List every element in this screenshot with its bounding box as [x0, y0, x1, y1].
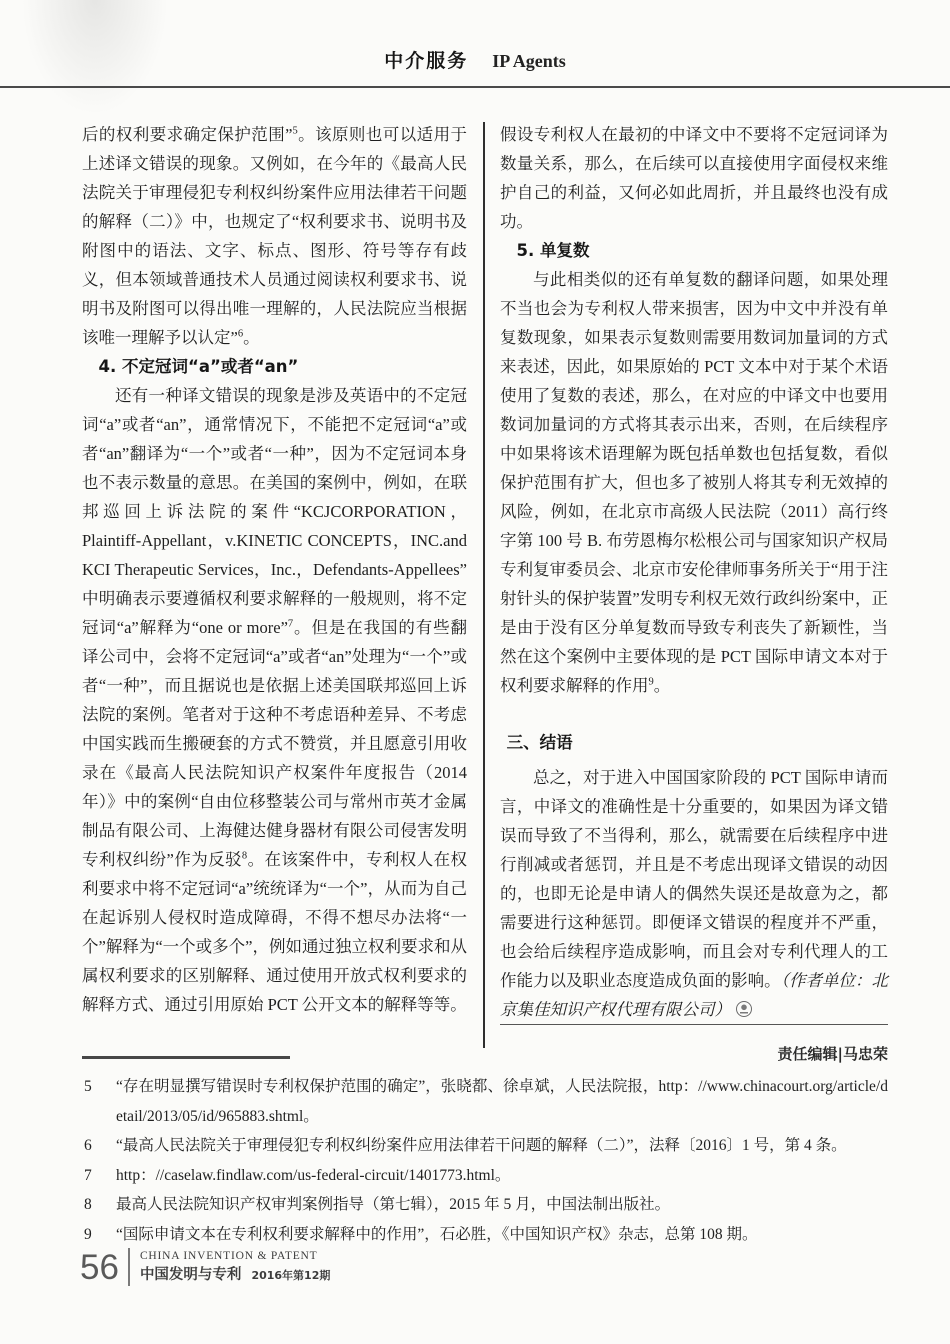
footnote-item [82, 1131, 888, 1161]
section-title-en: IP Agents [492, 51, 566, 71]
paragraph: 总之，对于进入中国国家阶段的 PCT 国际申请而言，中译文的准确性是十分重要的，如果因为译文错误而导致了不当得利，那么，就需要在后续程序中进行削减或者惩罚，并且是不考虑出现译文错误的动因的，也即无论是申请人的偶然失误还是故意为之，都需要进行这种惩罚。即便译文错误的程度并不严重，也会给后续程序造成影响，而且会对专利代理人的工作能力以及职业态度造成负面的影响。（作者单位：北京集佳知识产权代理有限公司） [500, 768, 889, 1019]
footnote-text: 最高人民法院知识产权审判案例指导（第七辑），2015 年 5 月，中国法制出版社。 [116, 1196, 671, 1213]
footnote-number: 9 [84, 1225, 92, 1243]
issue-label: 2016年第12期 [251, 1269, 331, 1282]
paragraph: 后的权利要求确定保护范围”$^5$。该原则也可以适用于上述译文错误的现象。又例如，在今年的《最高人民法院关于审理侵犯专利权纠纷案件应用法律若干问题的解释（二）》中，也规定了“权利要求书、说明书及附图中的语法、文字、标点、图形、符号等存有歧义，但本领域普通技术人员通过阅读权利要求书、说明书及附图可以得出唯一理解的，人民法院应当根据该唯一理解予以认定”$^6$。 [82, 125, 468, 347]
header-rule [0, 86, 950, 88]
paragraph: 与此相类似的还有单复数的翻译问题，如果处理不当也会为专利权人带来损害，因为中文中并没有单复数现象，如果表示复数则需要用数词加量词的方式来表述，因此，如果原始的 PCT 文本中对于某个术语使用了复数的表述，那么，在对应的中译文中也要用数词加量词的方式将其表示出来，否则，在后续程序中如果将该术语理解为既包括单数也包括复数，看似保护范围有扩大，但也多了被别人将其专利无效掉的风险，例如，在北京市高级人民法院（2011）高行终字第 100 号 B. 布劳恩梅尔松根公司与国家知识产权局专利复审委员会、北京市安伦律师事务所关于“用于注射针头的保护装置”发明专利权无效行政纠纷案中，正是由于没有区分单复数而导致专利丧失了新颖性，当然在这个案例中主要体现的是 PCT 国际申请文本对于权利要求解释的作用$^9$。 [500, 270, 888, 695]
end-mark-icon [736, 1001, 752, 1017]
footnote-number: 7 [84, 1166, 92, 1184]
page-footer [80, 1248, 330, 1286]
journal-info [140, 1250, 330, 1284]
journal-name-en: CHINA INVENTION & PATENT [139, 1250, 318, 1262]
footnote-text: “存在明显撰写错误时专利权保护范围的确定”，张晓都、徐卓斌，人民法院报，http：//www.chinacourt.org/article/detail/2013/05/id/965883.shtml。 [116, 1078, 888, 1125]
footnote-text: “国际申请文本在专利权利要求解释中的作用”，石必胜，《中国知识产权》杂志，总第 108 期。 [116, 1225, 758, 1243]
editor-credit: 责任编辑|马忠荣 [500, 1024, 888, 1069]
footnote-item [82, 1072, 888, 1131]
footer-divider-bar [128, 1248, 130, 1286]
footnote-number: 5 [84, 1078, 92, 1095]
article-body [82, 120, 889, 1063]
journal-name-zh: 中国发明与专利 [139, 1267, 242, 1283]
column-divider [483, 122, 485, 1048]
heading: 4. 不定冠词“a”或者“an” [98, 357, 299, 376]
footnote-item [82, 1190, 888, 1220]
footnotes-section [82, 1056, 888, 1249]
footnote-item [82, 1161, 888, 1191]
paragraph: 还有一种译文错误的现象是涉及英语中的不定冠词“a”或者“an”，通常情况下，不能把不定冠词“a”或者“an”翻译为“一个”或者“一种”，因为不定冠词本身也不表示数量的意思。在美国的案例中，例如，在联邦巡回上诉法院的案件“KCJCORPORATION，Plaintiff-Appellant，v.KINETIC CONCEPTS，INC.and KCI Therapeutic Services，Inc.，Defendants-Appellees”中明确表示要遵循权利要求解释的一般规则，将不定冠词“a”解释为“one or more”$^7$。但是在我国的有些翻译公司中，会将不定冠词“a”或者“an”处理为“一个”或者“一种”，而且据说也是依据上述美国联邦巡回上诉法院的案例。笔者对于这种不考虑语种差异、不考虑中国实践而生搬硬套的方式不赞赏，并且愿意引用收录在《最高人民法院知识产权案件年度报告（2014年）》中的案例“自由位移整装公司与常州市英才金属制品有限公司、上海健达健身器材有限公司侵害发明专利权纠纷”作为反驳$^8$。在该案件中，专利权人在权利要求中将不定冠词“a”统统译为“一个”，从而为自己在起诉别人侵权时造成障碍，不得不想尽办法将“一个”解释为“一个或多个”，例如通过独立权利要求和从属权利要求的区别解释、通过使用开放式权利要求的解释方式、通过引用原始 PCT 公开文本的解释等等。 [82, 386, 468, 1014]
footnote-item [82, 1220, 888, 1250]
footnotes-list [82, 1072, 888, 1249]
section-heading: 三、结语 [506, 733, 573, 752]
footnote-number: 6 [84, 1137, 92, 1154]
footnote-separator [82, 1056, 290, 1059]
left-column [82, 120, 467, 1052]
page-number: 56 [80, 1247, 119, 1287]
right-column [500, 120, 889, 1063]
footnote-text: “最高人民法院关于审理侵犯专利权纠纷案件应用法律若干问题的解释（二）”，法释〔2016〕1 号，第 4 条。 [116, 1137, 847, 1154]
footnote-number: 8 [84, 1196, 92, 1213]
paragraph: 假设专利权人在最初的中译文中不要将不定冠词译为数量关系，那么，在后续可以直接使用字面侵权来维护自己的利益，又何必如此周折，并且最终也没有成功。 [500, 125, 888, 231]
footnote-text: http：//caselaw.findlaw.com/us-federal-circuit/1401773.html。 [116, 1166, 511, 1184]
page-header [0, 46, 950, 73]
section-title-zh: 中介服务 [384, 50, 469, 72]
heading: 5. 单复数 [516, 241, 590, 260]
